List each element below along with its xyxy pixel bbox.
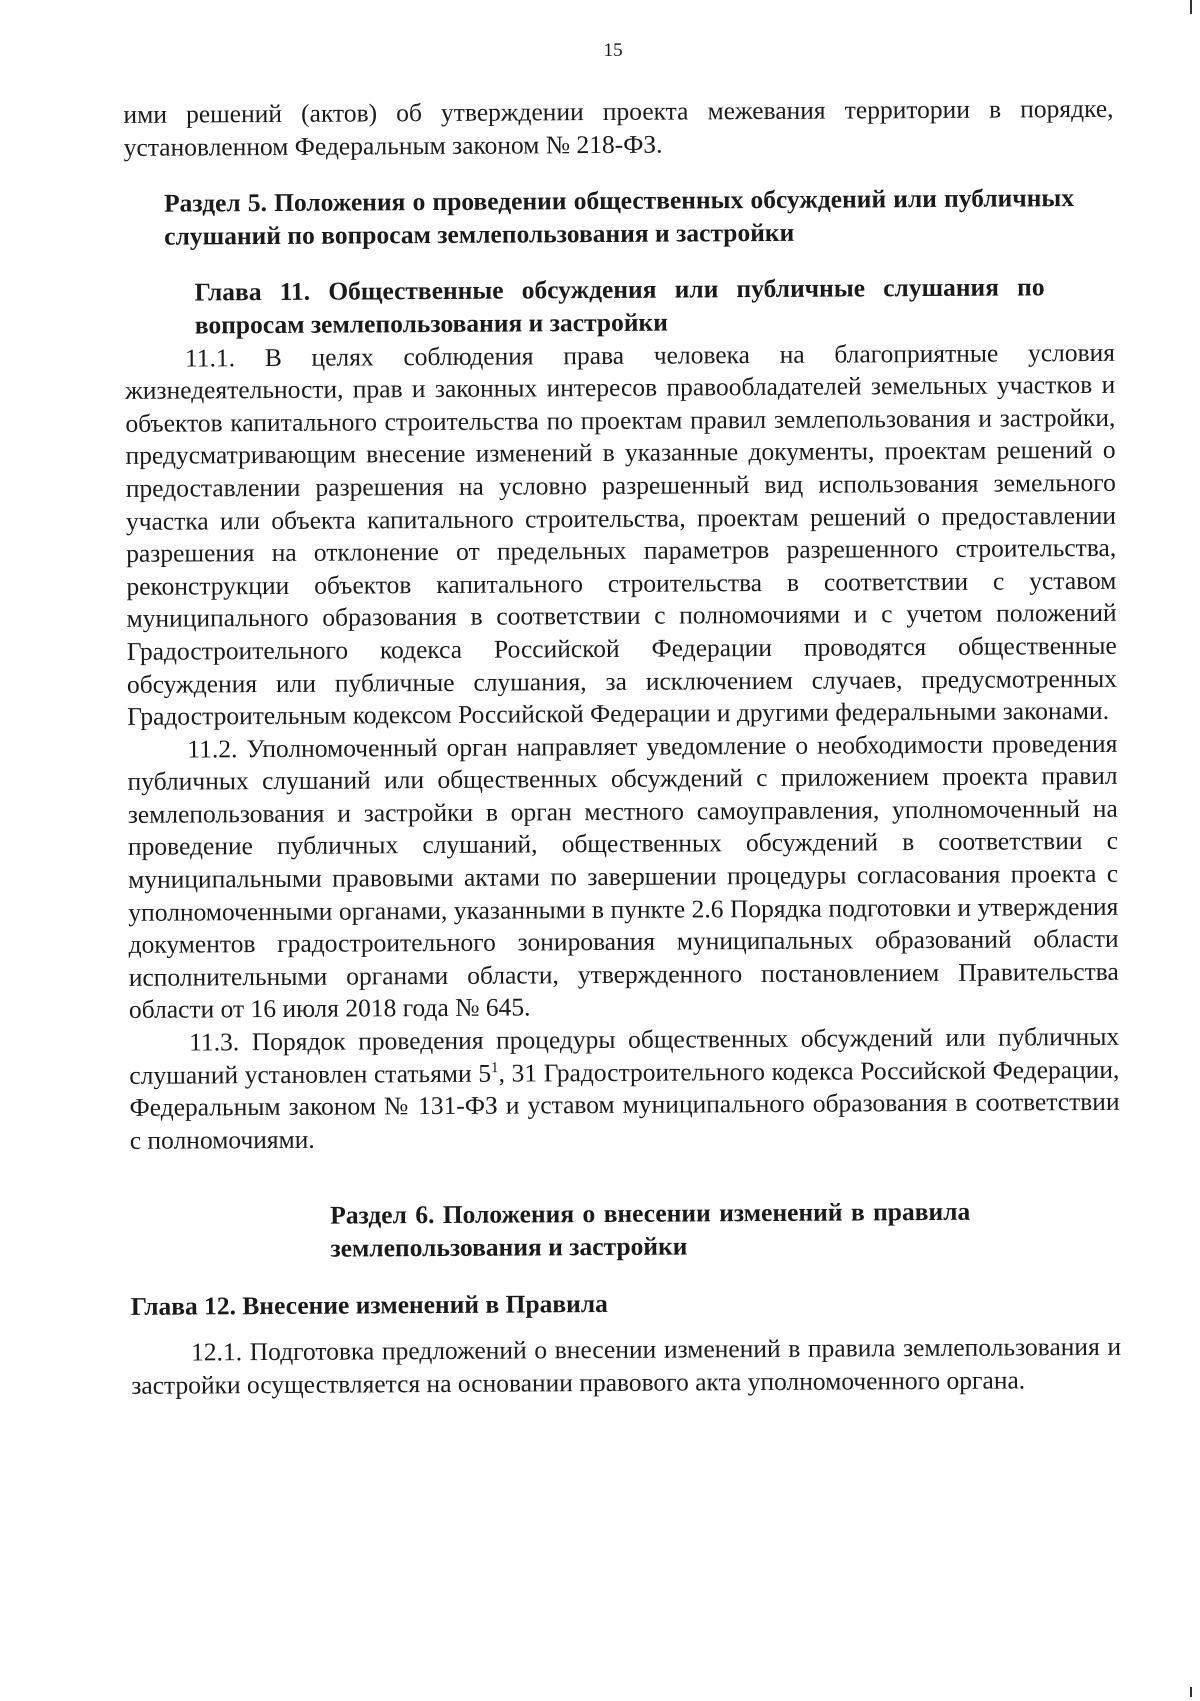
intro-paragraph: ими решений (актов) об утверждении проекта межевания территории в порядке, установленном Федеральным законом № 218-ФЗ. — [123, 93, 1114, 162]
scan-edge-mark-top — [1190, 0, 1192, 14]
scan-edge-mark-bottom — [1190, 1687, 1192, 1697]
paragraph-11-2: 11.2. Уполномоченный орган направляет уведомление о необходимости проведения публичных слушаний или общественных обсуждений с приложением проекта правил землепользования и застройки в орган местного самоуправления, уполномоченный на проведение публичных слушаний, общественных обсуждений в соответствии с муниципальными правовыми актами по завершении процедуры согласования проекта с уполномоченными органами, указанными в пункте 2.6 Порядка подготовки и утверждения документов градостроительного зонирования муниципальных образований области исполнительными органами области, утвержденного постановлением Правительства области от 16 июля 2018 года № 645. — [127, 728, 1119, 1025]
paragraph-11-3 — [129, 1021, 1120, 1157]
superscript-1: 1 — [490, 1059, 499, 1076]
paragraph-11-1: 11.1. В целях соблюдения права человека на благоприятные условия жизнедеятельности, прав и законных интересов правообладателей земельных участков и объектов капитального строительства по проектам правил землепользования и застройки, предусматривающим внесение изменений в указанные документы, проектам решений о предоставлении разрешения на условно разрешенный вид использования земельного участка или объекта капитального строительства, проектам решений о предоставлении разрешения на отклонение от предельных параметров разрешенного строительства, реконструкции объектов капитального строительства в соответствии с уставом муниципального образования в соответствии с полномочиями и с учетом положений Градостроительного кодекса Российской Федерации проводятся общественные обсуждения или публичные слушания, за исключением случаев, предусмотренных Градостроительным кодексом Российской Федерации и другими федеральными законами. — [125, 337, 1118, 731]
chapter-12-heading: Глава 12. Внесение изменений в Правила — [130, 1288, 608, 1321]
paragraph-11-3-start: 11.3. Порядок проведения процедуры общественных обсуждений или публичных слушаний установлен статьями 5 — [129, 1021, 1120, 1090]
chapter-11-heading: Глава 11. Общественные обсуждения или публичные слушания по вопросам землепользования и застройки — [194, 272, 1045, 340]
spacer — [130, 1151, 1120, 1201]
page-number: 15 — [603, 39, 623, 61]
document-body — [123, 93, 1121, 1402]
section-5-heading: Раздел 5. Положения о проведении общественных обсуждений или публичных слушаний по вопросам землепользования и застройки — [163, 183, 1075, 251]
paragraph-12-1: 12.1. Подготовка предложений о внесении изменений в правила землепользования и застройки осуществляется на основании правового акта уполномоченного органа. — [131, 1332, 1122, 1400]
paragraph-11-3-end: , 31 Градостроительного кодекса Российской Федерации, Федеральным законом № 131-ФЗ и уставом муниципального образования в соответствии с полномочиями. — [129, 1054, 1120, 1155]
section-6-heading: Раздел 6. Положения о внесении изменений в правила землепользования и застройки — [330, 1197, 971, 1263]
